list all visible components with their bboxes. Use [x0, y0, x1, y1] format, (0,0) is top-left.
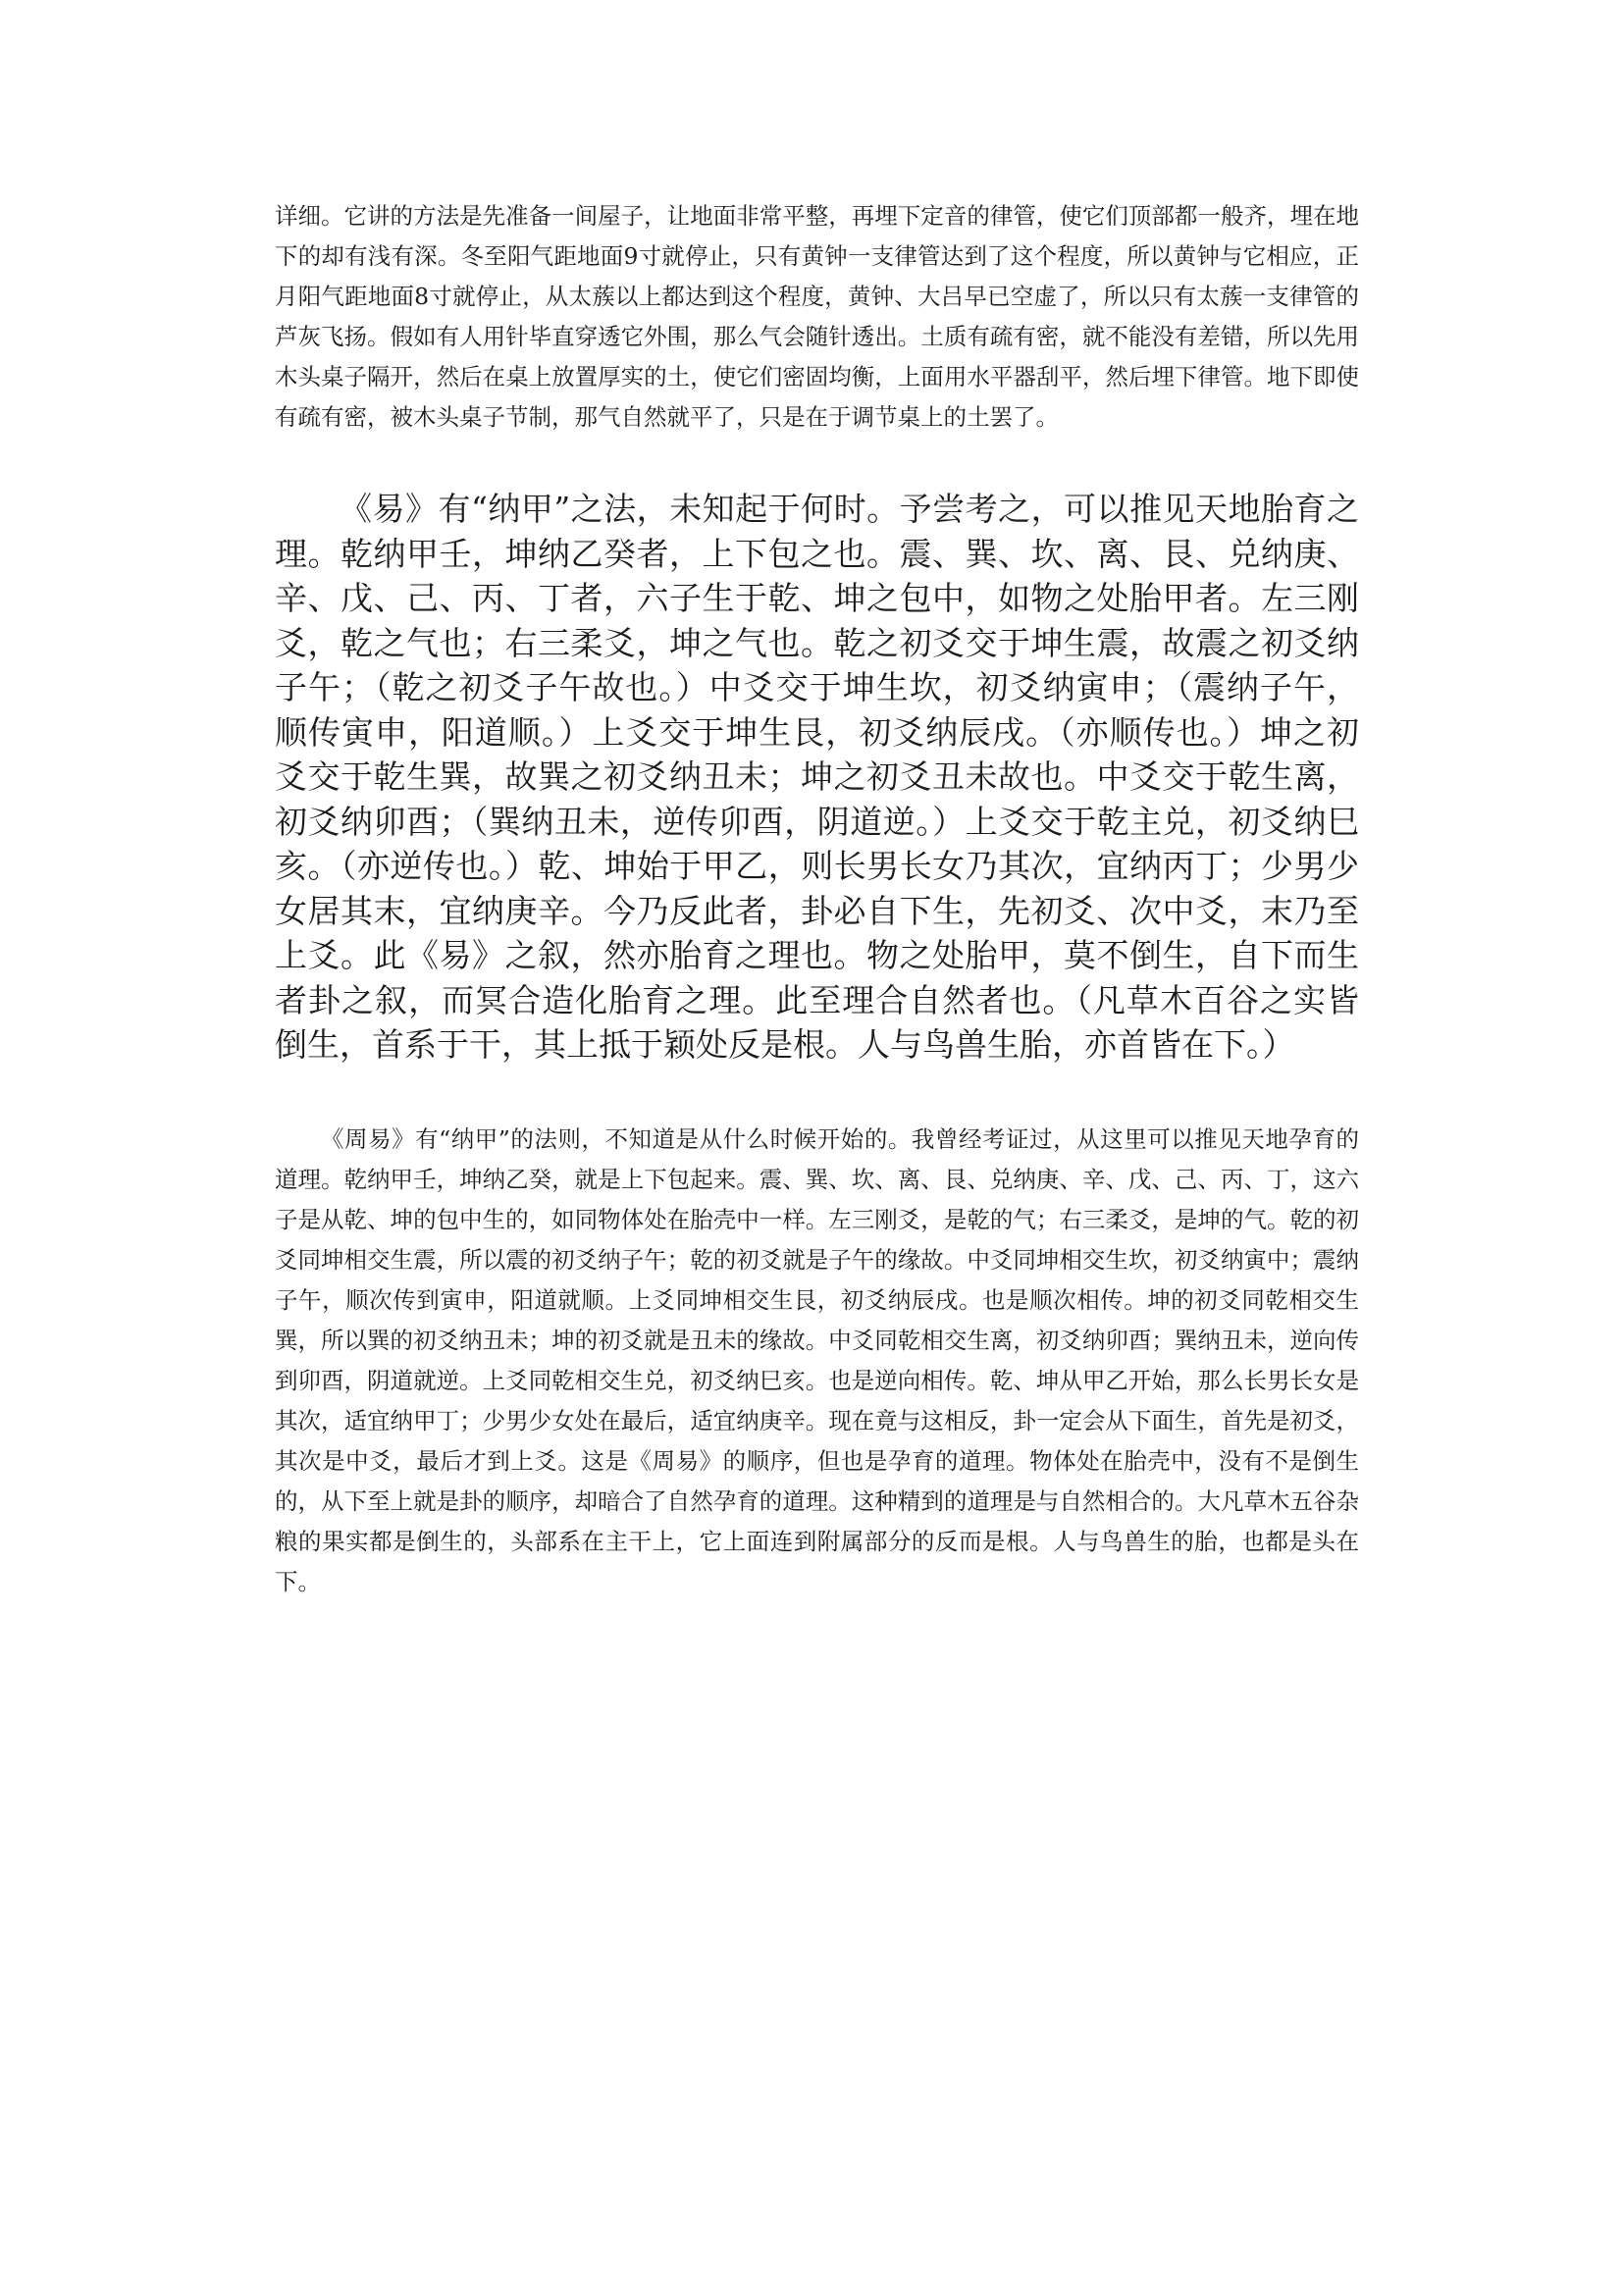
translation-paragraph-1: 详细。它讲的方法是先准备一间屋子，让地面非常平整，再埋下定音的律管，使它们顶部都一般齐，埋在地下的却有浅有深。冬至阳气距地面9寸就停止，只有黄钟一支律管达到了这个程度，所以黄钟与它相应，正月阳气距地面8寸就停止，从太蔟以上都达到这个程度，黄钟、大吕早已空虚了，所以只有太蔟一支律管的芦灰飞扬。假如有人用针毕直穿透它外围，那么气会随针透出。土质有疏有密，就不能没有差错，所以先用木头桌子隔开，然后在桌上放置厚实的土，使它们密固均衡，上面用水平器刮平，然后埋下律管。地下即使有疏有密，被木头桌子节制，那气自然就平了，只是在于调节桌上的土罢了。 [275, 202, 1359, 431]
translation-paragraph-2: 《周易》有“纳甲”的法则，不知道是从什么时候开始的。我曾经考证过，从这里可以推见天地孕育的道理。乾纳甲壬，坤纳乙癸，就是上下包起来。震、巽、坎、离、艮、兑纳庚、辛、戊、己、丙、丁，这六子是从乾、坤的包中生的，如同物体处在胎壳中一样。左三刚爻，是乾的气；右三柔爻，是坤的气。乾的初爻同坤相交生震，所以震的初爻纳子午；乾的初爻就是子午的缘故。中爻同坤相交生坎，初爻纳寅中；震纳子午，顺次传到寅申，阳道就顺。上爻同坤相交生艮，初爻纳辰戌。也是顺次相传。坤的初爻同乾相交生巽，所以巽的初爻纳丑未；坤的初爻就是丑未的缘故。中爻同乾相交生离，初爻纳卯酉；巽纳丑未，逆向传到卯酉，阴道就逆。上爻同乾相交生兑，初爻纳巳亥。也是逆向相传。乾、坤从甲乙开始，那么长男长女是其次，适宜纳甲丁；少男少女处在最后，适宜纳庚辛。现在竟与这相反，卦一定会从下面生，首先是初爻，其次是中爻，最后才到上爻。这是《周易》的顺序，但也是孕育的道理。物体处在胎壳中，没有不是倒生的，从下至上就是卦的顺序，却暗合了自然孕育的道理。这种精到的道理是与自然相合的。大凡草木五谷杂粮的果实都是倒生的，头部系在主干上，它上面连到附属部分的反而是根。人与鸟兽生的胎，也都是头在下。 [275, 1124, 1359, 1595]
original-text-paragraph: 《易》有“纳甲”之法，未知起于何时。予尝考之，可以推见天地胎育之理。乾纳甲壬，坤纳乙癸者，上下包之也。震、巽、坎、离、艮、兑纳庚、辛、戊、己、丙、丁者，六子生于乾、坤之包中，如物之处胎甲者。左三刚爻，乾之气也；右三柔爻，坤之气也。乾之初爻交于坤生震，故震之初爻纳子午；（乾之初爻子午故也。）中爻交于坤生坎，初爻纳寅申；（震纳子午，顺传寅申，阳道顺。）上爻交于坤生艮，初爻纳辰戌。（亦顺传也。）坤之初爻交于乾生巽，故巽之初爻纳丑未；坤之初爻丑未故也。中爻交于乾生离，初爻纳卯酉；（巽纳丑未，逆传卯酉，阴道逆。）上爻交于乾主兑，初爻纳巳亥。（亦逆传也。）乾、坤始于甲乙，则长男长女乃其次，宜纳丙丁；少男少女居其末，宜纳庚辛。今乃反此者，卦必自下生，先初爻、次中爻，末乃至上爻。此《易》之叙，然亦胎育之理也。物之处胎甲，莫不倒生，自下而生者卦之叙，而冥合造化胎育之理。此至理合自然者也。（凡草木百谷之实皆倒生，首系于干，其上抵于颖处反是根。人与鸟兽生胎，亦首皆在下。） [275, 490, 1359, 1064]
document-page [275, 196, 1359, 1602]
